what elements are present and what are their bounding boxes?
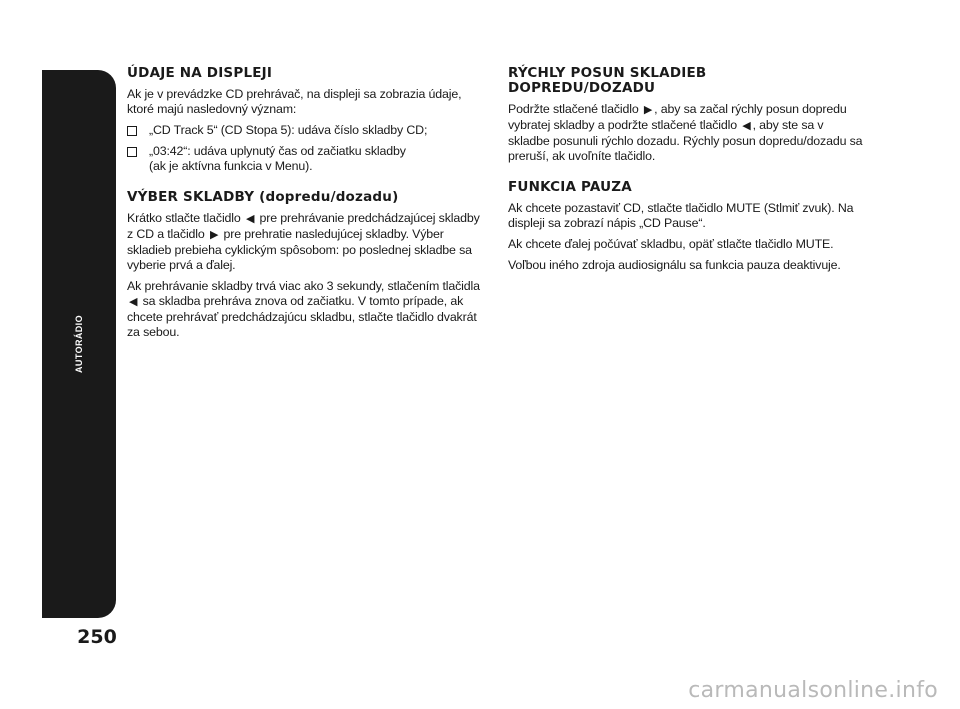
fast-seek-paragraph (508, 102, 868, 164)
section-title-pause: FUNKCIA PAUZA (508, 179, 632, 195)
text-run: pre prehratie nasledujúcej skladby. Výber skladieb prebieha cyklickým spôsobom: po poslednej skladbe sa vyberie prvá a ďalej. (127, 227, 472, 272)
text-run: pre prehrávanie predchádzajúcej skladby z CD a tlačidlo (127, 211, 480, 241)
section-title-main: VÝBER SKLADBY (127, 189, 255, 205)
text-run: Krátko stlačte tlačidlo (127, 211, 241, 225)
list-item-line: (ak je aktívna funkcia v Menu). (149, 159, 313, 173)
section-title-line: RÝCHLY POSUN SKLADIEB (508, 65, 707, 81)
pause-paragraph-2: Ak chcete ďalej počúvať skladbu, opäť stlačte tlačidlo MUTE. (508, 237, 834, 251)
section-title-display: ÚDAJE NA DISPLEJI (127, 65, 273, 81)
pause-paragraph-3: Voľbou iného zdroja audiosignálu sa funkcia pauza deaktivuje. (508, 258, 841, 272)
checkbox-bullet-icon (127, 147, 137, 157)
list-item-line: „03:42“: udáva uplynutý čas od začiatku skladby (149, 144, 406, 158)
text-run: Podržte stlačené tlačidlo (508, 102, 639, 116)
list-item-text: „CD Track 5“ (CD Stopa 5): udáva číslo skladby CD; (149, 123, 428, 137)
text-run: , aby sa začal rýchly posun dopredu vybratej skladby a podržte stlačené tlačidlo (508, 102, 847, 132)
triangle-left-icon: ◀ (245, 213, 255, 225)
text-run: , aby ste sa v skladbe posunuli rýchlo dozadu. Rýchly posun dopredu/dozadu sa preruší, ak uvoľníte tlačidlo. (508, 118, 863, 163)
display-intro: Ak je v prevádzke CD prehrávač, na displeji sa zobrazia údaje, ktoré majú nasledovný význam: (127, 87, 462, 116)
text-run: sa skladba prehráva znova od začiatku. V tomto prípade, ak chcete prehrávať predchádzajúcu skladbu, stlačte tlačidlo dvakrát za sebou. (127, 294, 477, 339)
triangle-right-icon: ▶ (643, 104, 653, 116)
watermark: carmanualsonline.info (688, 678, 938, 703)
triangle-left-icon: ◀ (129, 296, 138, 308)
triangle-right-icon: ▶ (209, 229, 219, 241)
page-number: 250 (77, 626, 117, 648)
pause-paragraph-1: Ak chcete pozastaviť CD, stlačte tlačidlo MUTE (Stlmiť zvuk). Na displeji sa zobrazí nápis „CD Pause“. (508, 201, 854, 230)
checkbox-bullet-icon (127, 126, 137, 136)
section-title-suffix: (dopredu/dozadu) (254, 189, 399, 205)
left-column (127, 66, 487, 346)
list-item (127, 123, 487, 138)
section-title-track-select (127, 190, 487, 205)
list-item-text (149, 144, 406, 174)
triangle-left-icon: ◀ (742, 120, 751, 132)
text-run: Ak prehrávanie skladby trvá viac ako 3 sekundy, stlačením tlačidla (127, 279, 480, 293)
track-select-paragraph-1 (127, 211, 487, 273)
list-item (127, 144, 487, 174)
right-column (508, 66, 868, 279)
track-select-paragraph-2 (127, 279, 487, 340)
section-title-fast-seek (508, 66, 868, 96)
sidebar-label: AUTORÁDIO (74, 315, 84, 373)
section-title-line: DOPREDU/DOZADU (508, 80, 656, 96)
